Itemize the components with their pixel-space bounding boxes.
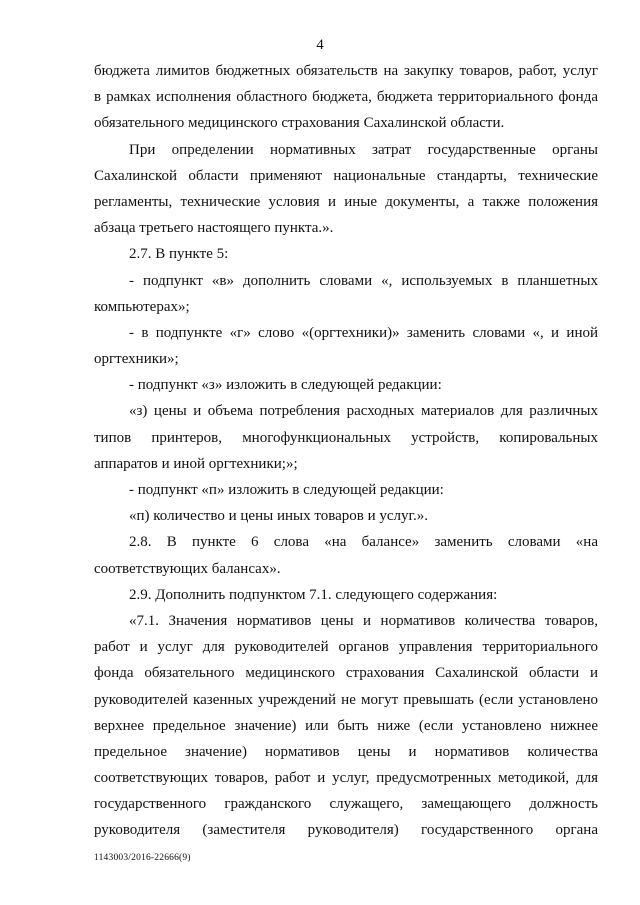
text-line: - подпункт «п» изложить в следующей редакции: [129, 482, 444, 498]
page-number: 4 [316, 37, 324, 53]
text-line: «7.1. Значения нормативов цены и нормативов количества товаров, [129, 612, 598, 629]
text-line: обязательного медицинского страхования Сахалинской области. [94, 115, 505, 132]
text-line: При определении нормативных затрат государственные органы [129, 141, 598, 158]
text-line: бюджета лимитов бюджетных обязательств на закупку товаров, работ, услуг [94, 63, 598, 79]
text-line: абзаца третьего настоящего пункта.». [94, 220, 334, 237]
text-line: государственного гражданского служащего, замещающего должность [94, 796, 598, 813]
text-line: работ и услуг для руководителей органов управления территориального [94, 639, 598, 656]
text-line: - подпункт «в» дополнить словами «, используемых в планшетных [129, 272, 598, 289]
text-line: аппаратов и иной оргтехники;»; [94, 455, 298, 472]
document-body [94, 58, 598, 844]
text-line: в рамках исполнения областного бюджета, бюджета территориального фонда [94, 89, 598, 106]
text-line: Сахалинской области применяют национальные стандарты, технические [94, 167, 598, 184]
text-line: компьютерах»; [94, 298, 190, 315]
document-code: 1143003/2016-22666(9) [94, 853, 191, 863]
text-line: соответствующих товаров, работ и услуг, предусмотренных методикой, для [94, 770, 598, 787]
text-line: - в подпункте «г» слово «(оргтехники)» заменить словами «, и иной [129, 324, 598, 341]
text-line: - подпункт «з» изложить в следующей редакции: [129, 377, 442, 394]
text-line: 2.9. Дополнить подпунктом 7.1. следующего содержания: [129, 586, 498, 603]
text-line: руководителей казенных учреждений не могут превышать (если установлено [94, 691, 598, 708]
text-line: 2.8. В пункте 6 слова «на балансе» заменить словами «на [129, 534, 598, 551]
text-line: «п) количество и цены иных товаров и услуг.». [129, 508, 428, 525]
text-line: оргтехники»; [94, 351, 179, 368]
text-line: 2.7. В пункте 5: [129, 246, 229, 263]
text-line: «з) цены и объема потребления расходных материалов для различных [129, 403, 598, 420]
text-line: верхнее предельное значение) или быть ниже (если установлено нижнее [94, 717, 598, 734]
text-line: фонда обязательного медицинского страхования Сахалинской области и [94, 665, 598, 682]
text-line: предельное значение) нормативов цены и нормативов количества [94, 743, 598, 760]
text-line: соответствующих балансах». [94, 560, 281, 577]
text-line: типов принтеров, многофункциональных устройств, копировальных [94, 429, 598, 446]
text-line: регламенты, технические условия и иные документы, а также положения [94, 193, 598, 210]
text-line: руководителя (заместителя руководителя) государственного органа [94, 822, 598, 839]
